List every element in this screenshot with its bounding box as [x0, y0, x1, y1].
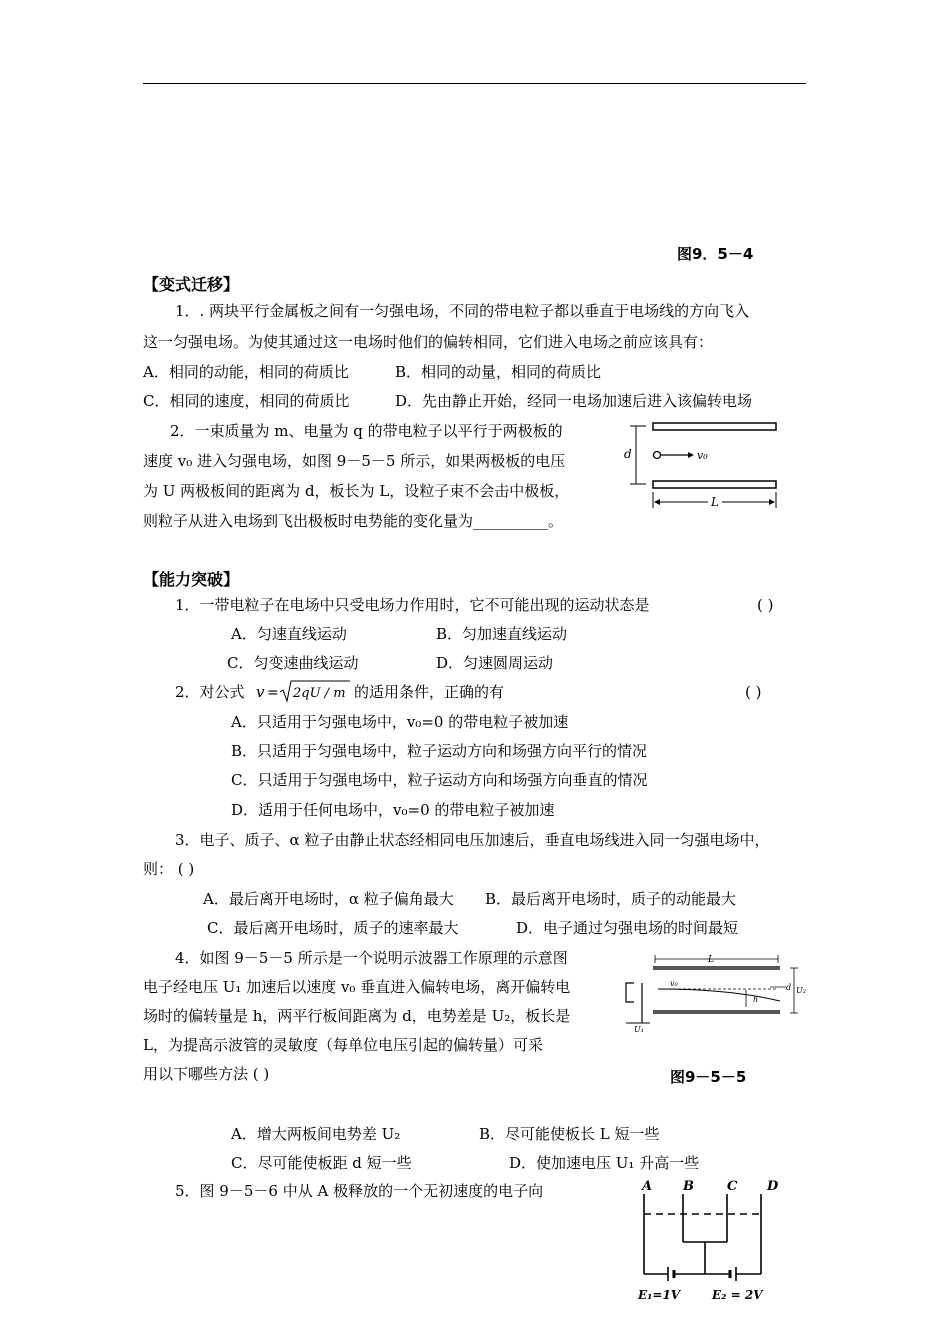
label-A: A	[642, 1179, 653, 1194]
s2-q5-line1: 5．图 9－5－6 中从 A 极释放的一个无初速度的电子向	[175, 1182, 544, 1200]
L-arrow-right	[769, 499, 775, 505]
s1-q1-line1: 1．. 两块平行金属板之间有一匀强电场，不同的带电粒子都以垂直于电场线的方向飞入	[175, 302, 750, 320]
s2-q1-option-c: C．匀变速曲线运动	[227, 654, 359, 672]
s2-q2-stem-post: 的适用条件，正确的有	[354, 683, 505, 701]
s2-q2-stem-pre: 2．对公式	[175, 683, 245, 701]
s2-q1-answer-paren: ( )	[757, 596, 774, 614]
s2-q1-option-a: A．匀速直线运动	[231, 625, 347, 643]
s2-q4-line4: L，为提高示波管的灵敏度（每单位电压引起的偏转量）可采	[143, 1036, 543, 1054]
s2-q4-line1: 4．如图 9－5－5 所示是一个说明示波器工作原理的示意图	[175, 949, 568, 967]
figure-caption-9-5-5: 图9－5－5	[670, 1068, 747, 1086]
s2-q1-option-b: B．匀加速直线运动	[436, 625, 568, 643]
s2-q3-option-c: C．最后离开电场时，质子的速率最大	[207, 919, 459, 937]
s2-q2-option-a: A．只适用于匀强电场中，v₀=0 的带电粒子被加速	[231, 713, 569, 731]
s2-q2-answer-paren: ( )	[745, 683, 762, 701]
section-title-ability-breakthrough: 【能力突破】	[143, 570, 240, 589]
s2-q3-option-b: B．最后离开电场时，质子的动能最大	[485, 890, 737, 908]
s2-q2-option-c: C．只适用于匀强电场中，粒子运动方向和场强方向垂直的情况	[231, 771, 648, 789]
electrodes-figure	[630, 1175, 795, 1303]
formula-radicand: 2qU / m	[293, 686, 346, 701]
s1-q1-option-d: D．先由静止开始，经同一电场加速后进入该偏转电场	[395, 392, 753, 410]
label-E1: E₁=1V	[638, 1288, 681, 1302]
s1-q2-line4: 则粒子从进入电场到飞出极板时电势能的变化量为__________。	[143, 512, 564, 530]
formula-equals: =	[267, 685, 279, 701]
s1-q2-line1: 2．一束质量为 m、电量为 q 的带电粒子以平行于两极板的	[170, 422, 563, 440]
parallel-plates-figure	[620, 418, 790, 518]
s2-q1-stem: 1．一带电粒子在电场中只受电场力作用时，它不可能出现的运动状态是	[175, 596, 650, 614]
s1-q1-line2: 这一匀强电场。为使其通过这一电场时他们的偏转相同，它们进入电场之前应该具有：	[143, 333, 714, 351]
label-v0: v₀	[670, 979, 678, 988]
s2-q4-option-d: D．使加速电压 U₁ 升高一些	[509, 1154, 700, 1172]
velocity-arrowhead	[688, 452, 694, 458]
upper-deflection-plate	[653, 966, 780, 970]
electron-trajectory	[658, 989, 780, 1001]
s1-q1-option-a: A．相同的动能，相同的荷质比	[143, 363, 349, 381]
label-C: C	[727, 1179, 738, 1194]
oscilloscope-figure	[620, 950, 805, 1035]
s2-q3-line1: 3．电子、质子、α 粒子由静止状态经相同电压加速后，垂直电场线进入同一匀强电场中，	[175, 831, 770, 849]
figure-caption-9-5-4: 图9．5－4	[677, 245, 754, 263]
s1-q2-line3: 为 U 两极板间的距离为 d，板长为 L，设粒子束不会击中极板，	[143, 482, 570, 500]
label-E2: E₂ = 2V	[712, 1288, 763, 1302]
s2-q4-option-a: A．增大两板间电势差 U₂	[231, 1125, 401, 1143]
s2-q3-line2: 则： ( )	[143, 860, 195, 878]
label-d: d	[624, 447, 632, 461]
s2-q4-line5: 用以下哪些方法 ( )	[143, 1065, 270, 1083]
formula-v: v	[256, 683, 265, 701]
label-h: h	[753, 995, 759, 1004]
label-L: L	[708, 955, 714, 965]
upper-plate	[653, 423, 776, 430]
s2-q4-option-c: C．尽可能使板距 d 短一些	[231, 1154, 412, 1172]
label-L: L	[711, 495, 719, 509]
lower-deflection-plate	[653, 1010, 780, 1014]
lower-plate	[653, 481, 776, 488]
label-U2: U₂	[796, 986, 806, 995]
s2-q4-option-b: B．尽可能使板长 L 短一些	[479, 1125, 660, 1143]
L-arrow-left	[654, 499, 660, 505]
particle	[654, 452, 661, 459]
s2-q3-option-a: A．最后离开电场时，α 粒子偏角最大	[203, 890, 454, 908]
section-title-variant-transfer: 【变式迁移】	[143, 275, 240, 294]
label-v0: v₀	[697, 449, 708, 462]
header-rule	[143, 83, 806, 84]
label-U1: U₁	[634, 1025, 644, 1034]
s1-q1-option-b: B．相同的动量，相同的荷质比	[395, 363, 602, 381]
s1-q2-line2: 速度 v₀ 进入匀强电场，如图 9－5－5 所示，如果两极板的电压	[143, 452, 566, 470]
label-B: B	[683, 1179, 694, 1194]
s2-q4-line2: 电子经电压 U₁ 加速后以速度 v₀ 垂直进入偏转电场，离开偏转电	[143, 978, 571, 996]
label-D: D	[767, 1179, 779, 1194]
s2-q4-line3: 场时的偏转量是 h，两平行板间距离为 d，电势差是 U₂，板长是	[143, 1007, 571, 1025]
s2-q2-option-d: D．适用于任何电场中，v₀=0 的带电粒子被加速	[231, 801, 555, 819]
s1-q1-option-c: C．相同的速度，相同的荷质比	[143, 392, 350, 410]
s2-q2-option-b: B．只适用于匀强电场中，粒子运动方向和场强方向平行的情况	[231, 742, 648, 760]
s2-q3-option-d: D．电子通过匀强电场的时间最短	[516, 919, 739, 937]
accelerating-gun	[626, 983, 634, 1002]
s2-q1-option-d: D．匀速圆周运动	[436, 654, 554, 672]
label-d: d	[786, 983, 792, 992]
